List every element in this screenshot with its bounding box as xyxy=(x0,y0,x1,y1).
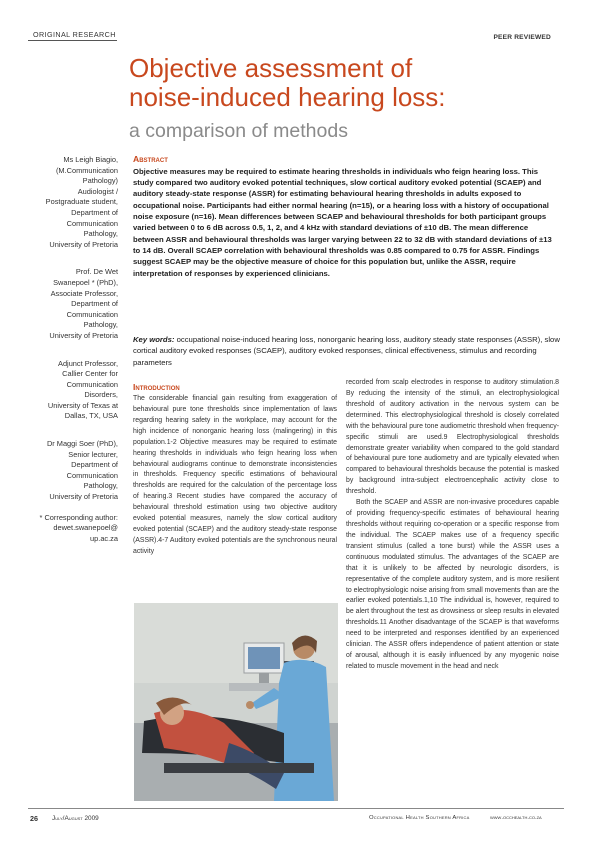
author-line: Callier Center for xyxy=(62,369,118,379)
journal-url[interactable]: www.occhealth.co.za xyxy=(490,814,542,821)
introduction-heading: Introduction xyxy=(133,382,180,392)
page-number: 26 xyxy=(30,814,38,823)
author-line: Swanepoel * (PhD), xyxy=(53,277,118,287)
introduction-column-1: The considerable financial gain resulting from exaggeration of behavioural pure tone thresholds since implementation of laws regarding hearing safety in the workplace, may account for the high incidence of nonorganic hearing loss (malingering) in this population.1-2 Objective measures may be required to estimate hearing thresholds in individuals who feign hearing loss when behavioural audiograms continue to demonstrate inconsistencies in thresholds. Frequency specific estimations of behavioural thresholds are required for the calculation of the percentage loss of hearing.3 Recent studies have compared the accuracy of behavioural threshold estimation using two objective auditory evoked potential measures, namely the slow cortical auditory evoked potential (SCAEP) and the auditory steady-state response (ASSR).4-7 Auditory evoked potentials are the synchronous neural activity xyxy=(133,395,337,555)
photo-illustration xyxy=(134,603,338,801)
article-title xyxy=(129,54,559,112)
author-line: University of Pretoria xyxy=(49,492,118,502)
author-affiliations xyxy=(28,155,118,544)
author-block xyxy=(28,359,118,423)
author-line: Pathology, xyxy=(83,481,118,491)
author-block xyxy=(28,267,118,341)
author-line: Audiologist / xyxy=(77,186,118,196)
author-line: Pathology, xyxy=(83,229,118,239)
author-line: Adjunct Professor, xyxy=(58,358,118,368)
author-line: Communication xyxy=(66,379,118,389)
keywords-label: Key words: xyxy=(133,335,175,344)
peer-reviewed-label: PEER REVIEWED xyxy=(493,34,551,41)
title-line-1: Objective assessment of xyxy=(129,53,413,83)
footer-divider xyxy=(28,808,564,809)
author-block xyxy=(28,439,118,503)
author-line: up.ac.za xyxy=(90,533,118,543)
abstract-text: Objective measures may be required to estimate hearing thresholds in individuals who feign hearing loss. This study compared two auditory evoked potential techniques, slow cortical auditory evoked potential (SCAEP) and auditory steady-state response (ASSR) for estimating behavioural hearing thresholds in adults exposed to occupational noise. Participants had either normal hearing (n=15), or a hearing loss with a history of occupational noise exposure (n=16). Mean differences between SCAEP and behavioural thresholds for both participant groups varied between 0 to 6 dB across 0.5, 1, 2, and 4 kHz with standard deviations of ±10 dB. The mean difference between ASSR and behavioural thresholds was larger varying between 22 to 32 dB with standard deviations of ±13 to 14 dB. Overall SCAEP correlation with behavioural thresholds was 0.85 compared to 0.75 for ASSR. Findings suggest SCAEP may be the objective measure of choice for this population but, unlike the ASSR, require interpretation of responses by experienced clinicians. xyxy=(133,166,552,278)
author-line: University of Pretoria xyxy=(49,239,118,249)
author-line: Postgraduate student, xyxy=(45,197,118,207)
author-line: Communication xyxy=(66,218,118,228)
author-line: Department of xyxy=(71,207,118,217)
author-line: Senior lecturer, xyxy=(68,449,118,459)
keywords xyxy=(133,334,560,368)
introduction-column-2 xyxy=(346,378,559,673)
author-line: University of Texas at xyxy=(47,400,118,410)
author-line: Ms Leigh Biagio, xyxy=(63,155,118,164)
author-line: * Corresponding author: xyxy=(39,512,118,522)
abstract-heading: Abstract xyxy=(133,154,168,164)
section-label: ORIGINAL RESEARCH xyxy=(33,30,116,39)
author-block xyxy=(28,513,118,545)
author-line: Pathology, xyxy=(83,320,118,330)
author-line: Pathology) xyxy=(82,176,118,186)
author-line: (M.Communication xyxy=(55,165,118,175)
author-line: University of Pretoria xyxy=(49,330,118,340)
author-line: Department of xyxy=(71,299,118,309)
paragraph: Both the SCAEP and ASSR are non-invasive procedures capable of providing frequency-specific estimates of behavioural hearing thresholds without requiring co-operation or a specific response from the individual. The SCAEP makes use of a frequency specific transient stimulus (called a tone burst) while the ASSR uses a continuous modulated stimulus. The advantages of the SCAEP are that it is unlikely to be affected by neurologic disorders, is representative of the complete auditory system, and is more resilient to electrophysiologic noise arising from small movements than are the earlier evoked potentials.1,10 The individual is, however, required to be alert throughout the test as drowsiness or sleep results in elevated thresholds.11 Another disadvantage of the SCAEP is that waveforms need to be interpreted and responses identified by an experienced clinician. The ASSR offers independence of patient attention or state of arousal, although it is easily influenced by any myogenic noise related to muscle movement in the head and neck xyxy=(346,499,559,670)
keywords-text: occupational noise-induced hearing loss, nonorganic hearing loss, auditory steady state responses (ASSR), slow cortical auditory evoked responses (SCAEP), auditory evoked responses, clinical effectiveness, stimulus and recording parameters xyxy=(133,335,560,367)
clinical-test-photo xyxy=(134,603,338,801)
author-line: Communication xyxy=(66,470,118,480)
section-divider xyxy=(28,40,117,41)
author-line: Disorders, xyxy=(84,390,118,400)
author-line: Dr Maggi Soer (PhD), xyxy=(46,439,118,449)
paragraph: recorded from scalp electrodes in response to auditory stimulation.8 By reducing the intensity of the stimuli, an electrophysiological threshold of auditory activation in the nervous system can be determined. This electrophysiological threshold is closely correlated with the behavioural pure tone audiometric threshold when frequency-specific stimuli are used.9 Electrophysiological thresholds demonstrate greater variability when compared to the gold standard of behavioural pure tone audiometry and are typically elevated when compared to behavioural thresholds because the potential is masked by background intra-subject electroencephalic activity close to threshold. xyxy=(346,379,559,496)
journal-name: Occupational Health Southern Africa xyxy=(369,814,470,821)
title-line-2: noise-induced hearing loss: xyxy=(129,82,446,112)
author-line: Communication xyxy=(66,309,118,319)
author-block xyxy=(28,155,118,250)
author-line: dewet.swanepoel@ xyxy=(53,523,118,533)
author-line: Prof. De Wet xyxy=(75,267,118,277)
author-line: Associate Professor, xyxy=(50,288,118,298)
issue-date: July/August 2009 xyxy=(52,814,99,822)
author-line: Department of xyxy=(71,460,118,470)
article-subtitle: a comparison of methods xyxy=(129,120,348,142)
author-line: Dallas, TX, USA xyxy=(64,411,118,421)
